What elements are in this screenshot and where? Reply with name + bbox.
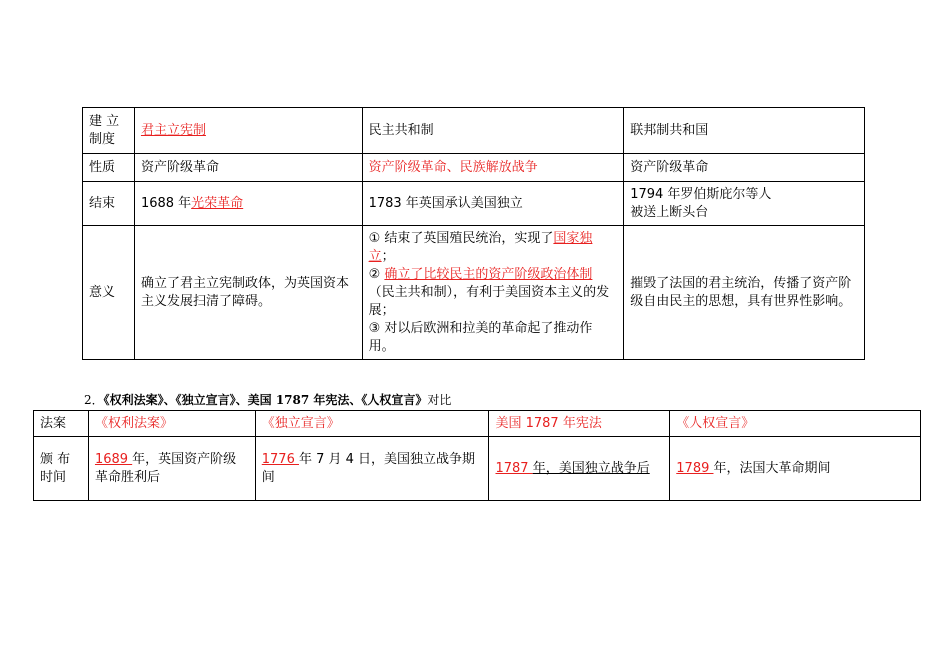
point-2: ② 确立了比较民主的资产阶级政治体制（民主共和制），有利于美国资本主义的发展； [368,266,610,318]
cell: 确立了君主立宪制政体，为英国资本主义发展扫清了障碍。 [134,226,362,360]
cell [362,226,624,360]
point-1: ① 结束了英国殖民统治，实现了国家独立； [368,230,593,264]
table-header-row [34,411,921,437]
section-heading: 2．《权利法案》、《独立宣言》、美国 1787 年宪法、《人权宣言》对比 [84,393,452,407]
cell: 1787 年，美国独立战争后 [489,437,670,501]
row-label: 建 立 制度 [83,108,135,154]
cell: 1789 年，法国大革命期间 [670,437,921,501]
comparison-table-2 [33,410,921,501]
row-label: 颁 布 时间 [34,437,89,501]
comparison-table-1 [82,107,865,360]
table-row [83,108,865,154]
row-label: 结束 [83,182,135,226]
cell: 联邦制共和国 [624,108,865,154]
point-3: ③ 对以后欧洲和拉美的革命起了推动作用。 [368,320,593,354]
cell: 1794 年罗伯斯庇尔等人被送上断头台 [624,182,865,226]
cell: 1689 年，英国资产阶级革命胜利后 [88,437,255,501]
cell: 资产阶级革命、民族解放战争 [362,154,624,182]
row-label: 性质 [83,154,135,182]
header-cell: 《独立宣言》 [255,411,489,437]
table-row [83,182,865,226]
cell: 资产阶级革命 [624,154,865,182]
table-row [83,226,865,360]
cell: 1688 年光荣革命 [134,182,362,226]
row-label: 意义 [83,226,135,360]
table-row [83,154,865,182]
cell: 民主共和制 [362,108,624,154]
header-label: 法案 [34,411,89,437]
table-row [34,437,921,501]
header-cell: 美国 1787 年宪法 [489,411,670,437]
cell: 君主立宪制 [134,108,362,154]
cell: 资产阶级革命 [134,154,362,182]
header-cell: 《人权宣言》 [670,411,921,437]
cell: 1783 年英国承认美国独立 [362,182,624,226]
header-cell: 《权利法案》 [88,411,255,437]
cell: 1776 年 7 月 4 日，美国独立战争期间 [255,437,489,501]
cell: 摧毁了法国的君主统治，传播了资产阶级自由民主的思想，具有世界性影响。 [624,226,865,360]
